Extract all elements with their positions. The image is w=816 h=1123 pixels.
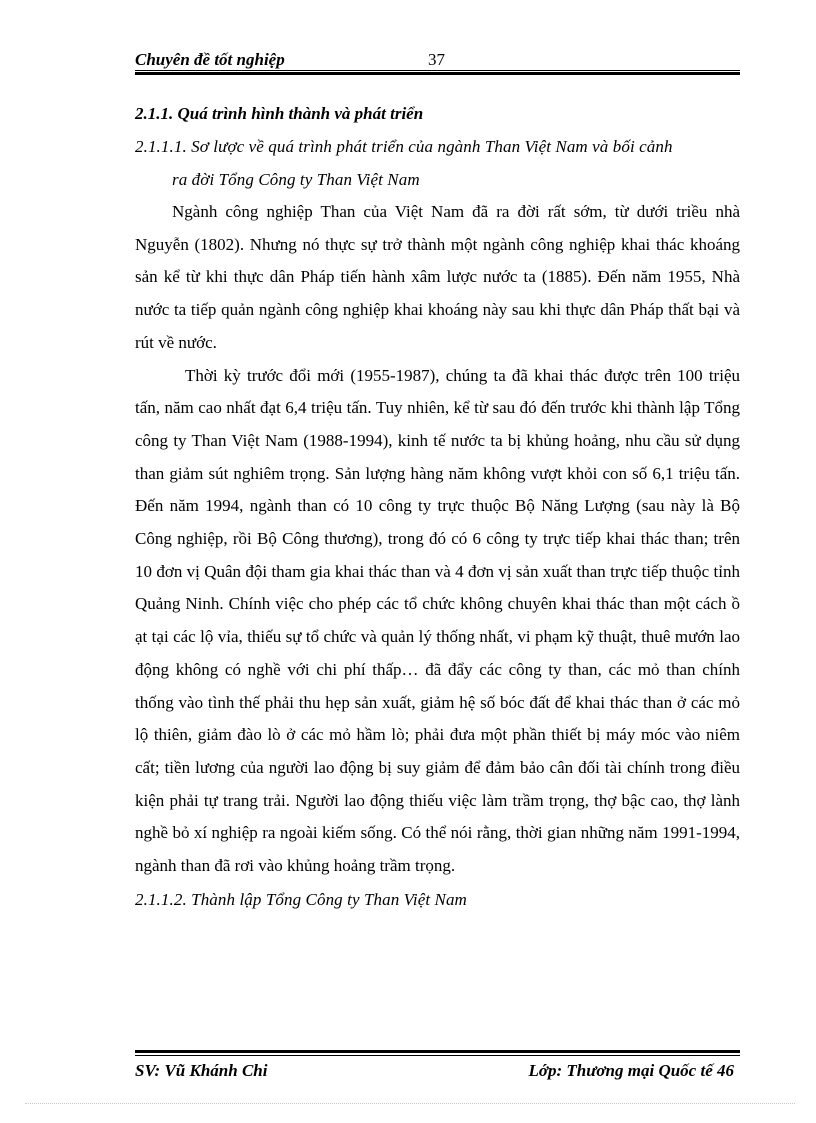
header-rule-thin <box>135 70 740 71</box>
subsection-heading-2: 2.1.1.2. Thành lập Tổng Công ty Than Việt Nam <box>135 889 467 909</box>
student-name: SV: Vũ Khánh Chi <box>135 1061 268 1080</box>
section-heading: 2.1.1. Quá trình hình thành và phát triển <box>135 104 424 123</box>
page-header <box>135 48 740 72</box>
page-number: 37 <box>428 50 445 69</box>
footer-rule-thick <box>135 1050 740 1053</box>
page-bottom-divider <box>25 1103 795 1104</box>
page-footer <box>135 1058 740 1084</box>
subsection-heading-1-line1: 2.1.1.1. Sơ lược về quá trình phát triển của ngành Than Việt Nam và bối cảnh <box>135 137 673 156</box>
page-body <box>135 97 740 916</box>
document-title: Chuyên đề tốt nghiệp <box>135 50 285 69</box>
subsection-heading-1 <box>135 130 740 196</box>
footer-rule-thin <box>135 1055 740 1056</box>
class-name: Lớp: Thương mại Quốc tế 46 <box>528 1061 734 1080</box>
paragraph-2: Thời kỳ trước đổi mới (1955-1987), chúng ta đã khai thác được trên 100 triệu tấn, năm cao nhất đạt 6,4 triệu tấn. Tuy nhiên, kể từ sau đó đến trước khi thành lập Tổng công ty Than Việt Nam (1988-1994), kinh tế nước ta bị khủng hoảng, nhu cầu sử dụng than giảm sút nghiêm trọng. Sản lượng hàng năm không vượt khỏi con số 6,1 triệu tấn. Đến năm 1994, ngành than có 10 công ty trực thuộc Bộ Năng Lượng (sau này là Bộ Công nghiệp, rồi Bộ Công thương), trong đó có 6 công ty trực tiếp khai thác than; trên 10 đơn vị Quân đội tham gia khai thác than và 4 đơn vị sản xuất than trực tiếp thuộc tỉnh Quảng Ninh. Chính việc cho phép các tổ chức không chuyên khai thác than một cách ồ ạt tại các lộ vỉa, thiếu sự tổ chức và quản lý thống nhất, vi phạm kỹ thuật, thuê mướn lao động không có nghề với chi phí thấp… đã đẩy các công ty than, các mỏ than chính thống vào tình thế phải thu hẹp sản xuất, giảm hệ số bóc đất để khai thác than ở các mỏ lộ thiên, giảm đào lò ở các mỏ hầm lò; phải đưa một phần thiết bị máy móc vào niêm cất; tiền lương của người lao động bị suy giảm để đảm bảo cân đối tài chính trong điều kiện phải tự trang trải. Người lao động thiếu việc làm trầm trọng, thợ bậc cao, thợ lành nghề bỏ xí nghiệp ra ngoài kiếm sống. Có thể nói rằng, thời gian những năm 1991-1994, ngành than đã rơi vào khủng hoảng trầm trọng. <box>135 365 740 876</box>
header-rule-thick <box>135 72 740 75</box>
paragraph-1: Ngành công nghiệp Than của Việt Nam đã ra đời rất sớm, từ dưới triều nhà Nguyễn (1802). Nhưng nó thực sự trở thành một ngành công nghiệp khai thác khoáng sản kể từ khi thực dân Pháp tiến hành xâm lược nước ta (1885). Đến năm 1955, Nhà nước ta tiếp quản ngành công nghiệp khai khoáng này sau khi thực dân Pháp thất bại và rút về nước. <box>135 202 740 352</box>
subsection-heading-1-line2: ra đời Tổng Công ty Than Việt Nam <box>172 170 420 189</box>
